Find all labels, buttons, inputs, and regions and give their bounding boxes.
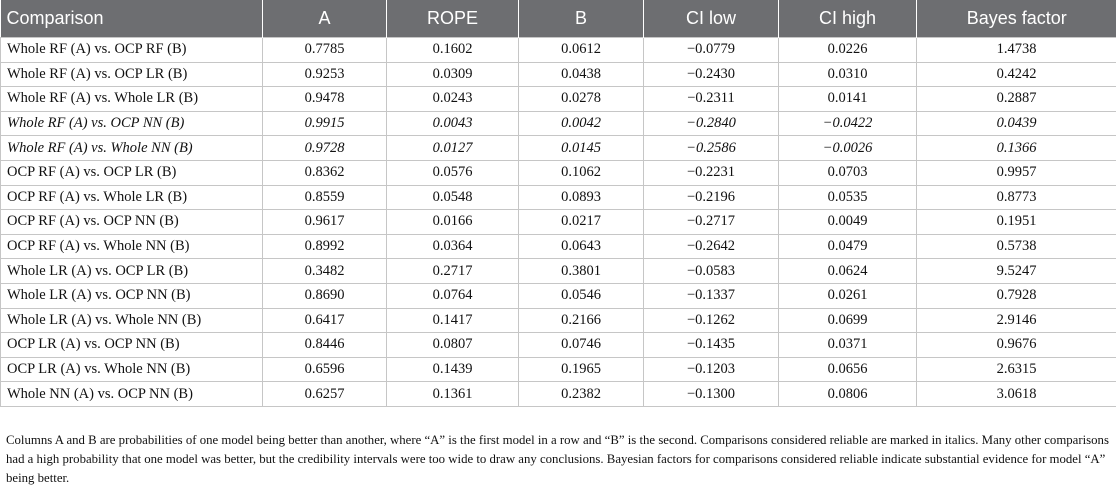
cell-ci-high: −0.0422 <box>779 111 917 136</box>
cell-comparison: Whole RF (A) vs. Whole LR (B) <box>1 87 263 112</box>
cell-rope: 0.1602 <box>387 38 519 63</box>
cell-bayes-factor: 0.1366 <box>917 136 1116 161</box>
cell-b: 0.0612 <box>519 38 644 63</box>
header-rope: ROPE <box>387 0 519 38</box>
cell-b: 0.1062 <box>519 160 644 185</box>
cell-b: 0.0643 <box>519 234 644 259</box>
cell-comparison: Whole LR (A) vs. OCP NN (B) <box>1 283 263 308</box>
cell-comparison: OCP RF (A) vs. OCP LR (B) <box>1 160 263 185</box>
cell-ci-low: −0.2311 <box>644 87 779 112</box>
cell-ci-high: 0.0261 <box>779 283 917 308</box>
table-header-row <box>1 0 1116 38</box>
cell-rope: 0.0243 <box>387 87 519 112</box>
table-row <box>1 62 1116 87</box>
cell-rope: 0.1439 <box>387 357 519 382</box>
cell-ci-low: −0.1203 <box>644 357 779 382</box>
header-ci-low: CI low <box>644 0 779 38</box>
cell-a: 0.9478 <box>263 87 387 112</box>
cell-bayes-factor: 0.7928 <box>917 283 1116 308</box>
header-comparison: Comparison <box>1 0 263 38</box>
table-row <box>1 382 1116 407</box>
cell-ci-low: −0.1300 <box>644 382 779 407</box>
cell-ci-high: 0.0226 <box>779 38 917 63</box>
cell-ci-high: 0.0310 <box>779 62 917 87</box>
table-row <box>1 234 1116 259</box>
table-row <box>1 333 1116 358</box>
cell-a: 0.8690 <box>263 283 387 308</box>
cell-bayes-factor: 0.9957 <box>917 160 1116 185</box>
cell-bayes-factor: 2.9146 <box>917 308 1116 333</box>
cell-bayes-factor: 0.0439 <box>917 111 1116 136</box>
cell-a: 0.8559 <box>263 185 387 210</box>
cell-a: 0.8362 <box>263 160 387 185</box>
cell-comparison: OCP LR (A) vs. Whole NN (B) <box>1 357 263 382</box>
cell-comparison: Whole RF (A) vs. OCP NN (B) <box>1 111 263 136</box>
cell-comparison: OCP RF (A) vs. OCP NN (B) <box>1 210 263 235</box>
cell-ci-low: −0.1262 <box>644 308 779 333</box>
cell-comparison: OCP RF (A) vs. Whole LR (B) <box>1 185 263 210</box>
cell-comparison: Whole RF (A) vs. OCP RF (B) <box>1 38 263 63</box>
cell-rope: 0.0043 <box>387 111 519 136</box>
cell-bayes-factor: 0.4242 <box>917 62 1116 87</box>
cell-a: 0.6417 <box>263 308 387 333</box>
cell-bayes-factor: 0.1951 <box>917 210 1116 235</box>
header-ci-high: CI high <box>779 0 917 38</box>
cell-b: 0.1965 <box>519 357 644 382</box>
table-row <box>1 38 1116 63</box>
cell-rope: 0.0576 <box>387 160 519 185</box>
cell-a: 0.3482 <box>263 259 387 284</box>
cell-bayes-factor: 3.0618 <box>917 382 1116 407</box>
table-row <box>1 111 1116 136</box>
cell-ci-low: −0.0583 <box>644 259 779 284</box>
cell-rope: 0.0166 <box>387 210 519 235</box>
cell-bayes-factor: 9.5247 <box>917 259 1116 284</box>
table-row <box>1 283 1116 308</box>
cell-rope: 0.0764 <box>387 283 519 308</box>
table-body <box>1 38 1116 407</box>
cell-rope: 0.0309 <box>387 62 519 87</box>
cell-comparison: Whole LR (A) vs. Whole NN (B) <box>1 308 263 333</box>
cell-ci-low: −0.2717 <box>644 210 779 235</box>
cell-b: 0.0042 <box>519 111 644 136</box>
cell-ci-low: −0.2196 <box>644 185 779 210</box>
cell-b: 0.0746 <box>519 333 644 358</box>
cell-a: 0.8992 <box>263 234 387 259</box>
cell-b: 0.2382 <box>519 382 644 407</box>
cell-rope: 0.0127 <box>387 136 519 161</box>
header-a: A <box>263 0 387 38</box>
cell-ci-low: −0.2586 <box>644 136 779 161</box>
table-row <box>1 308 1116 333</box>
cell-comparison: Whole LR (A) vs. OCP LR (B) <box>1 259 263 284</box>
cell-ci-high: 0.0806 <box>779 382 917 407</box>
cell-rope: 0.1417 <box>387 308 519 333</box>
cell-comparison: Whole NN (A) vs. OCP NN (B) <box>1 382 263 407</box>
cell-ci-high: 0.0371 <box>779 333 917 358</box>
cell-ci-low: −0.1337 <box>644 283 779 308</box>
cell-ci-low: −0.0779 <box>644 38 779 63</box>
cell-ci-high: 0.0703 <box>779 160 917 185</box>
cell-ci-high: −0.0026 <box>779 136 917 161</box>
cell-rope: 0.2717 <box>387 259 519 284</box>
cell-bayes-factor: 0.8773 <box>917 185 1116 210</box>
cell-ci-high: 0.0656 <box>779 357 917 382</box>
cell-ci-low: −0.2642 <box>644 234 779 259</box>
cell-ci-low: −0.2231 <box>644 160 779 185</box>
header-bayes-factor: Bayes factor <box>917 0 1116 38</box>
cell-b: 0.2166 <box>519 308 644 333</box>
header-b: B <box>519 0 644 38</box>
cell-a: 0.9617 <box>263 210 387 235</box>
cell-b: 0.0893 <box>519 185 644 210</box>
cell-b: 0.0217 <box>519 210 644 235</box>
cell-ci-high: 0.0699 <box>779 308 917 333</box>
cell-comparison: OCP RF (A) vs. Whole NN (B) <box>1 234 263 259</box>
cell-a: 0.6596 <box>263 357 387 382</box>
cell-bayes-factor: 0.2887 <box>917 87 1116 112</box>
cell-ci-high: 0.0624 <box>779 259 917 284</box>
cell-comparison: OCP LR (A) vs. OCP NN (B) <box>1 333 263 358</box>
cell-ci-low: −0.2430 <box>644 62 779 87</box>
cell-b: 0.0145 <box>519 136 644 161</box>
cell-bayes-factor: 1.4738 <box>917 38 1116 63</box>
cell-bayes-factor: 0.9676 <box>917 333 1116 358</box>
cell-ci-high: 0.0141 <box>779 87 917 112</box>
cell-rope: 0.0364 <box>387 234 519 259</box>
cell-b: 0.0278 <box>519 87 644 112</box>
cell-ci-high: 0.0535 <box>779 185 917 210</box>
cell-a: 0.9253 <box>263 62 387 87</box>
cell-bayes-factor: 0.5738 <box>917 234 1116 259</box>
cell-ci-high: 0.0479 <box>779 234 917 259</box>
cell-a: 0.9915 <box>263 111 387 136</box>
cell-comparison: Whole RF (A) vs. Whole NN (B) <box>1 136 263 161</box>
cell-rope: 0.1361 <box>387 382 519 407</box>
cell-a: 0.8446 <box>263 333 387 358</box>
table-row <box>1 136 1116 161</box>
table-row <box>1 87 1116 112</box>
cell-comparison: Whole RF (A) vs. OCP LR (B) <box>1 62 263 87</box>
cell-ci-low: −0.2840 <box>644 111 779 136</box>
cell-a: 0.9728 <box>263 136 387 161</box>
table-caption: Columns A and B are probabilities of one model being better than another, where “A” is the first model in a row and “B” is the second. Comparisons considered reliable are marked in italics. Many other comparisons had a high probability that one model was better, but the credibility intervals were too wide to draw any conclusions. Bayesian factors for comparisons considered reliable indicate substantial evidence for model “A” being better. <box>6 431 1111 488</box>
table-row <box>1 210 1116 235</box>
table-row <box>1 259 1116 284</box>
cell-b: 0.0438 <box>519 62 644 87</box>
table-row <box>1 185 1116 210</box>
cell-ci-high: 0.0049 <box>779 210 917 235</box>
cell-bayes-factor: 2.6315 <box>917 357 1116 382</box>
cell-b: 0.3801 <box>519 259 644 284</box>
cell-ci-low: −0.1435 <box>644 333 779 358</box>
cell-rope: 0.0548 <box>387 185 519 210</box>
table-row <box>1 357 1116 382</box>
cell-a: 0.6257 <box>263 382 387 407</box>
table-row <box>1 160 1116 185</box>
cell-b: 0.0546 <box>519 283 644 308</box>
cell-a: 0.7785 <box>263 38 387 63</box>
cell-rope: 0.0807 <box>387 333 519 358</box>
